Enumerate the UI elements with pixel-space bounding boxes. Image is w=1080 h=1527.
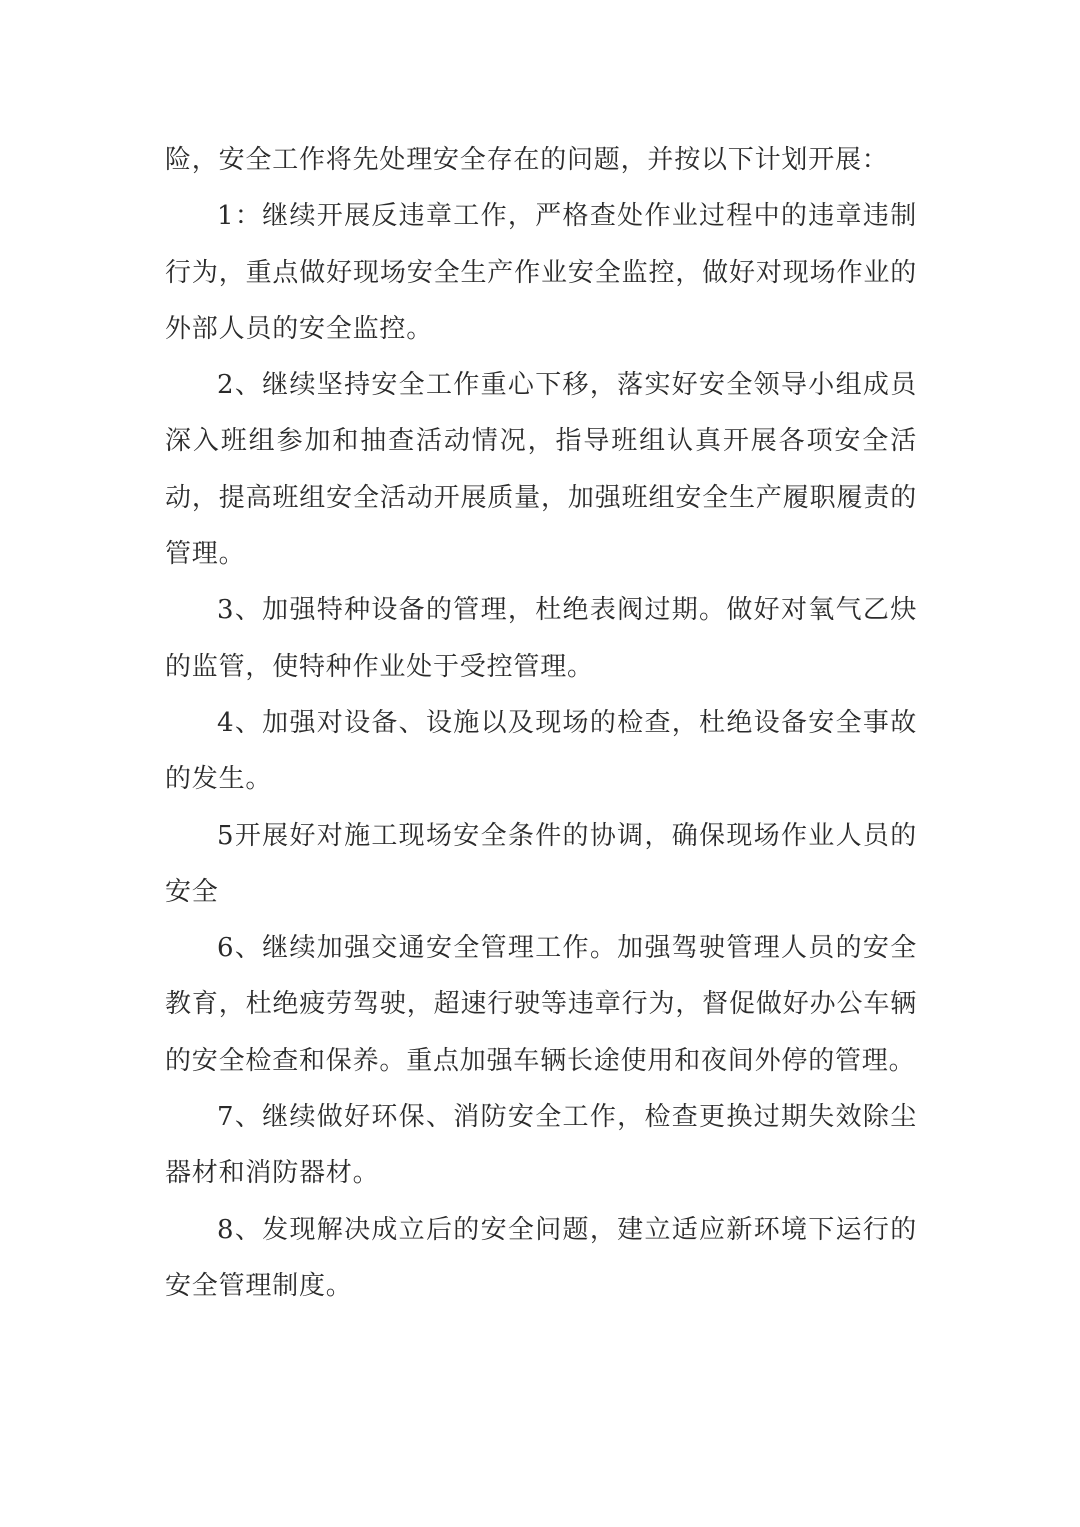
paragraph-intro: 险，安全工作将先处理安全存在的问题，并按以下计划开展：	[165, 145, 889, 175]
paragraph-item-2: 2、继续坚持安全工作重心下移，落实好安全领导小组成员深入班组参加和抽查活动情况，指导班组认真开展各项安全活动，提高班组安全活动开展质量，加强班组安全生产履职履责的管理。	[165, 370, 917, 570]
paragraph-item-3: 3、加强特种设备的管理，杜绝表阀过期。做好对氧气乙炔的监管，使特种作业处于受控管理。	[165, 595, 917, 682]
paragraph-item-8: 8、发现解决成立后的安全问题，建立适应新环境下运行的安全管理制度。	[165, 1214, 917, 1301]
paragraph-item-1: 1：继续开展反违章工作，严格查处作业过程中的违章违制行为，重点做好现场安全生产作业安全监控，做好对现场作业的外部人员的安全监控。	[165, 201, 917, 344]
paragraph-item-7: 7、继续做好环保、消防安全工作，检查更换过期失效除尘器材和消防器材。	[165, 1102, 917, 1189]
paragraph-item-4: 4、加强对设备、设施以及现场的检查，杜绝设备安全事故的发生。	[165, 707, 917, 795]
paragraph-item-6: 6、继续加强交通安全管理工作。加强驾驶管理人员的安全教育，杜绝疲劳驾驶，超速行驶等违章行为，督促做好办公车辆的安全检查和保养。重点加强车辆长途使用和夜间外停的管理。	[165, 933, 917, 1076]
paragraph-item-5: 5开展好对施工现场安全条件的协调，确保现场作业人员的安全	[165, 820, 917, 907]
document-body	[165, 132, 917, 1314]
